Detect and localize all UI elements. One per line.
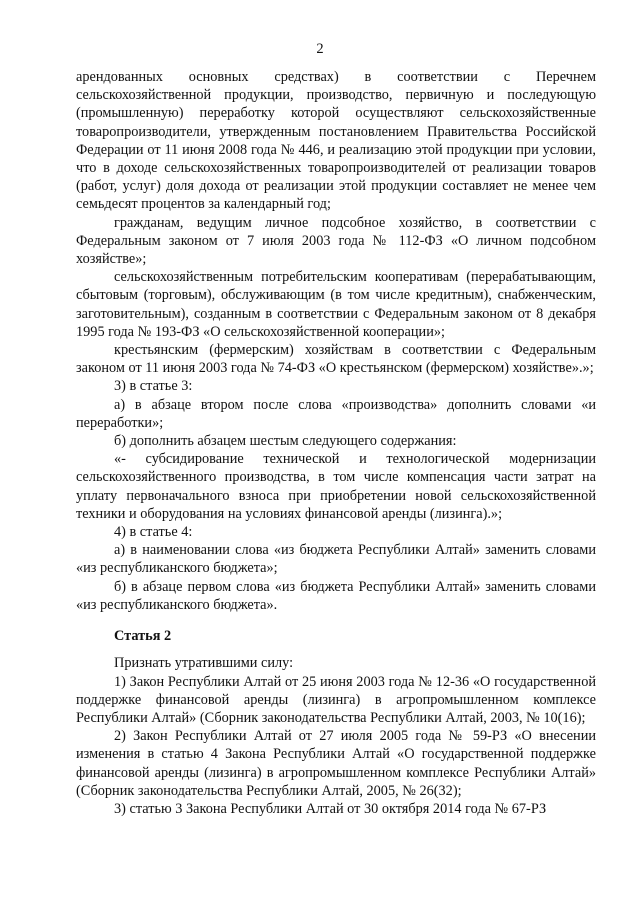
- paragraph: 1) Закон Республики Алтай от 25 июня 2003 года № 12-36 «О государственной поддержке финансовой аренды (лизинга) в агропромышленном комплексе Республики Алтай» (Сборник законодательства Республики Алтай, 2003, № 10(16);: [76, 673, 596, 726]
- paragraph: 3) статью 3 Закона Республики Алтай от 30 октября 2014 года № 67-РЗ: [114, 800, 547, 817]
- paragraph: арендованных основных средствах) в соответствии с Перечнем сельскохозяйственной продукции, производство, первичную и последующую (промышленную) переработку которой осуществляют сельскохозяйственные товаропроизводители, утвержденным постановлением Правительства Российской Федерации от 11 июня 2008 года № 446, и реализацию этой продукции при условии, что в доходе сельскохозяйственных товаропроизводителей от реализации товаров (работ, услуг) доля дохода от реализации этой продукции составляет не менее чем семьдесят процентов за календарный год;: [76, 69, 596, 213]
- paragraph: а) в наименовании слова «из бюджета Республики Алтай» заменить словами «из республиканского бюджета»;: [76, 542, 596, 577]
- paragraph: 3) в статье 3:: [114, 378, 193, 395]
- article-heading: Статья 2: [114, 628, 172, 645]
- paragraph: а) в абзаце втором после слова «производства» дополнить словами «и переработки»;: [76, 396, 596, 431]
- page-number: 2: [316, 41, 324, 57]
- paragraph: Признать утратившими силу:: [114, 655, 294, 672]
- paragraph: «- субсидирование технической и технологической модернизации сельскохозяйственного производства, в том числе компенсация части затрат на уплату первоначального взноса при приобретении новой сельскохозяйственной техники и оборудования на условиях финансовой аренды (лизинга).»;: [76, 451, 596, 522]
- paragraph: б) дополнить абзацем шестым следующего содержания:: [114, 433, 457, 450]
- paragraph: 2) Закон Республики Алтай от 27 июля 2005 года № 59-РЗ «О внесении изменения в статью 4 Закона Республики Алтай «О государственной поддержке финансовой аренды (лизинга) в агропромышленном комплексе Республики Алтай» (Сборник законодательства Республики Алтай, 2005, № 26(32);: [76, 728, 596, 799]
- paragraph: б) в абзаце первом слова «из бюджета Республики Алтай» заменить словами «из республиканского бюджета».: [76, 578, 596, 613]
- paragraph: сельскохозяйственным потребительским кооперативам (перерабатывающим, сбытовым (торговым), обслуживающим (в том числе кредитным), снабженческим, заготовительным), созданным в соответствии с Федеральным законом от 8 декабря 1995 года № 193-ФЗ «О сельскохозяйственной кооперации»;: [76, 269, 596, 340]
- paragraph: крестьянским (фермерским) хозяйствам в соответствии с Федеральным законом от 11 июня 2003 года № 74-ФЗ «О крестьянском (фермерском) хозяйстве».»;: [76, 342, 596, 377]
- paragraph: 4) в статье 4:: [114, 524, 193, 541]
- document-body: [76, 68, 596, 818]
- paragraph: гражданам, ведущим личное подсобное хозяйство, в соответствии с Федеральным законом от 7 июля 2003 года № 112-ФЗ «О личном подсобном хозяйстве»;: [76, 214, 596, 268]
